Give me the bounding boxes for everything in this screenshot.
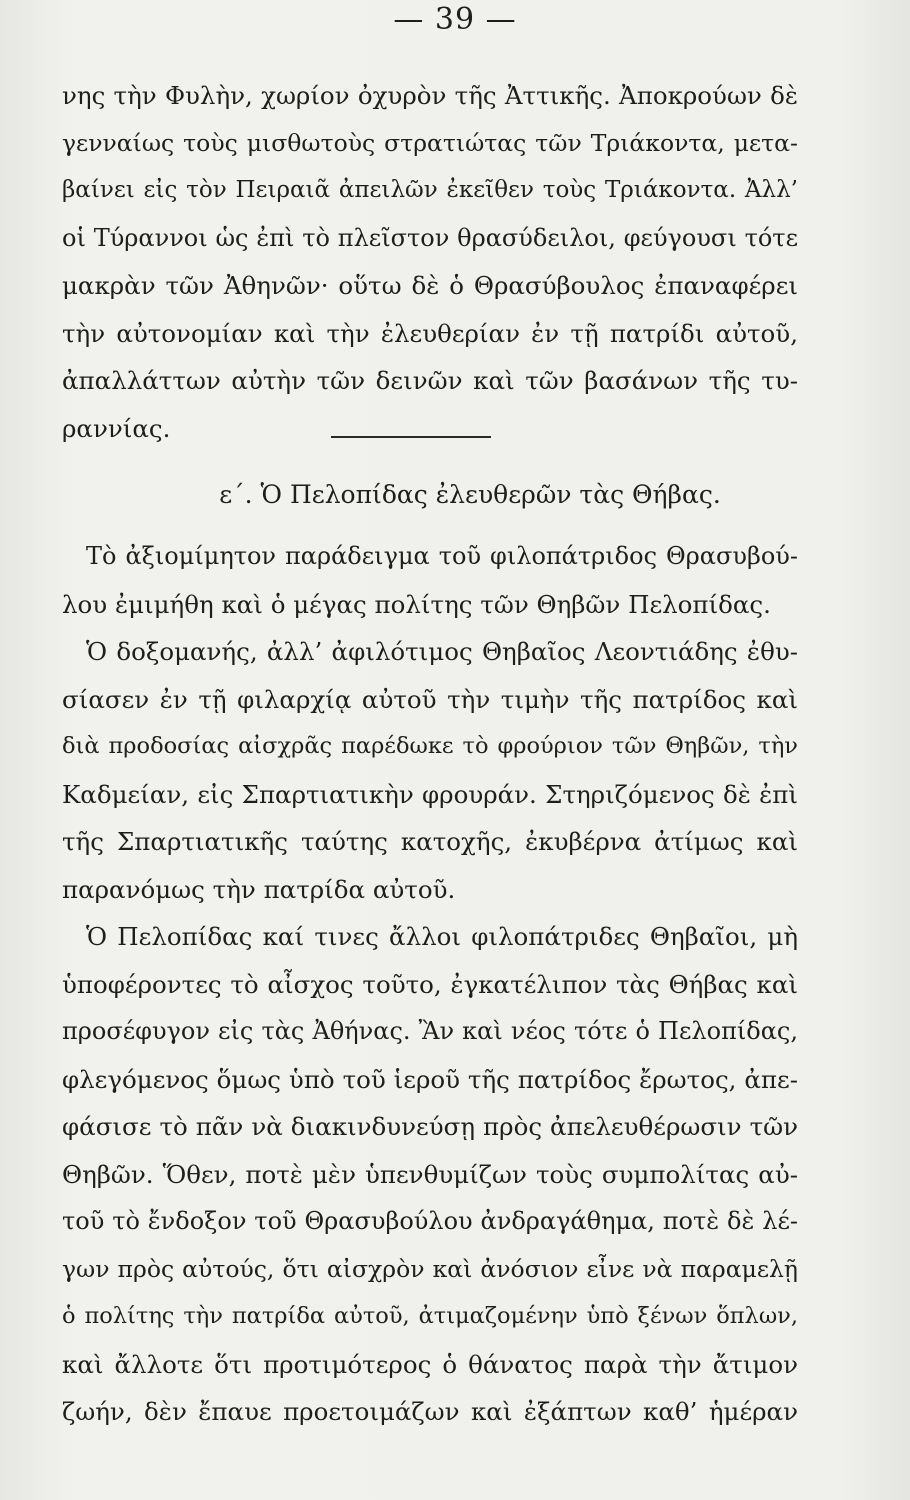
text-line: γων πρὸς αὐτούς, ὅτι αἰσχρὸν καὶ ἀνόσιον εἶνε νὰ παραμελῇ [62,1254,798,1283]
text-line: βαίνει εἰς τὸν Πειραιᾶ ἀπειλῶν ἐκεῖθεν τοὺς Τριάκοντα. Ἀλλ’ [62,177,798,203]
intro-paragraph [62,72,798,452]
text-line: φλεγόμενος ὅμως ὑπὸ τοῦ ἱεροῦ τῆς πατρίδος ἔρωτος, ἀπε- [62,1064,798,1094]
section-heading: ε΄. Ὁ Πελοπίδας ἐλευθερῶν τὰς Θήβας. [219,480,721,509]
text-line: μακρὰν τῶν Ἀθηνῶν· οὕτω δὲ ὁ Θρασύβουλος ἐπαναφέρει [62,271,798,300]
section-body [62,533,798,1436]
text-line: Τὸ ἀξιομίμητον παράδειγμα τοῦ φιλοπάτριδος Θρασυβού- [86,542,798,570]
text-line: νης τὴν Φυλὴν, χωρίον ὀχυρὸν τῆς Ἀττικῆς. Ἀποκρούων δὲ [62,81,798,110]
text-line: τὴν αὐτονομίαν καὶ τὴν ἐλευθερίαν ἐν τῇ πατρίδι αὐτοῦ, [62,318,798,348]
text-line: Ὁ Πελοπίδας καί τινες ἄλλοι φιλοπάτριδες Θηβαῖοι, μὴ [86,922,798,951]
text-line: ζωήν, δὲν ἔπαυε προετοιμάζων καὶ ἐξάπτων καθ’ ἡμέραν [62,1397,798,1426]
text-line: τοῦ τὸ ἔνδοξον τοῦ Θρασυβούλου ἀνδραγάθημα, ποτὲ δὲ λέ- [62,1207,798,1235]
text-line: καὶ ἄλλοτε ὅτι προτιμότερος ὁ θάνατος παρὰ τὴν ἄτιμον [62,1349,798,1379]
text-line: φάσισε τὸ πᾶν νὰ διακινδυνεύσῃ πρὸς ἀπελευθέρωσιν τῶν [62,1112,798,1141]
text-line: διὰ προδοσίας αἰσχρᾶς παρέδωκε τὸ φρούριον τῶν Θηβῶν, τὴν [62,733,798,759]
text-line: ραννίας. [62,413,171,443]
text-line: λου ἐμιμήθη καὶ ὁ μέγας πολίτης τῶν Θηβῶν Πελοπίδας. [62,589,771,619]
page-number: — 39 — [393,2,517,37]
text-line: Καδμείαν, εἰς Σπαρτιατικὴν φρουράν. Στηριζόμενος δὲ ἐπὶ [62,779,798,809]
section-divider [331,436,491,438]
text-line: ἀπαλλάττων αὐτὴν τῶν δεινῶν καὶ τῶν βασάνων τῆς τυ- [62,366,798,395]
text-line: σίασεν ἐν τῇ φιλαρχίᾳ αὐτοῦ τὴν τιμὴν τῆς πατρίδος καὶ [62,684,798,714]
text-line: ὁ πολίτης τὴν πατρίδα αὐτοῦ, ἀτιμαζομένην ὑπὸ ξένων ὅπλων, [62,1303,798,1329]
text-line: γενναίως τοὺς μισθωτοὺς στρατιώτας τῶν Τριάκοντα, μετα- [62,128,798,157]
text-line: προσέφυγον εἰς τὰς Ἀθήνας. Ἂν καὶ νέος τότε ὁ Πελοπίδας, [62,1017,798,1045]
text-line: Θηβῶν. Ὅθεν, ποτὲ μὲν ὑπενθυμίζων τοὺς συμπολίτας αὐ- [62,1159,798,1189]
text-line: παρανόμως τὴν πατρίδα αὐτοῦ. [62,874,456,904]
text-line: ὑποφέροντες τὸ αἶσχος τοῦτο, ἐγκατέλιπον τὰς Θήβας καὶ [62,969,798,999]
text-line: Ὁ δοξομανής, ἀλλ’ ἀφιλότιμος Θηβαῖος Λεοντιάδης ἐθυ- [86,637,798,666]
text-line: οἱ Τύραννοι ὡς ἐπὶ τὸ πλεῖστον θρασύδειλοι, φεύγουσι τότε [62,223,798,252]
text-line: τῆς Σπαρτιατικῆς ταύτης κατοχῆς, ἐκυβέρνα ἀτίμως καὶ [62,827,798,856]
